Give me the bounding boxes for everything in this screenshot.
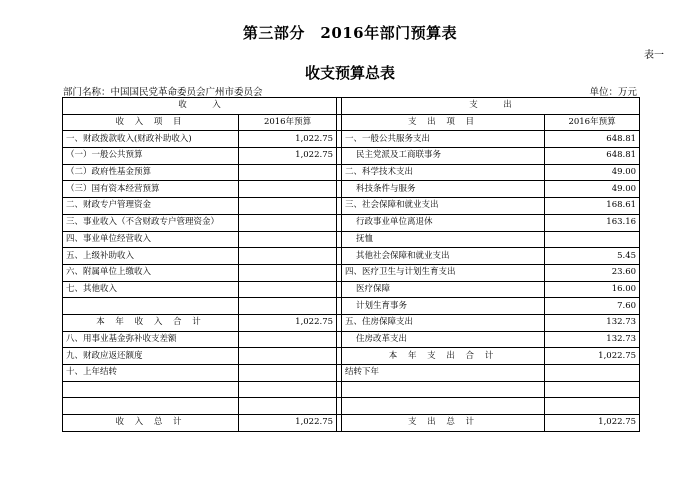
table-row bbox=[63, 348, 640, 365]
expense-value-cell bbox=[545, 231, 640, 248]
page-title: 第三部分 2016年部门预算表 bbox=[242, 24, 458, 42]
expense-item-cell: 抚恤 bbox=[342, 231, 545, 248]
expense-value-cell bbox=[545, 381, 640, 398]
income-item-cell: 四、事业单位经营收入 bbox=[63, 231, 239, 248]
income-value-cell bbox=[239, 281, 337, 298]
expense-value-cell: 1,022.75 bbox=[545, 348, 640, 365]
expense-value-cell: 648.81 bbox=[545, 131, 640, 148]
table-row bbox=[63, 381, 640, 398]
total-expense-value: 1,022.75 bbox=[545, 415, 640, 432]
expense-value-cell: 168.61 bbox=[545, 198, 640, 215]
income-value-cell: 1,022.75 bbox=[239, 148, 337, 165]
expense-item-cell: 本 年 支 出 合 计 bbox=[342, 348, 545, 365]
table-row bbox=[63, 131, 640, 148]
expense-value-cell: 49.00 bbox=[545, 164, 640, 181]
unit-label: 单位：万元 bbox=[589, 87, 637, 98]
expense-value-cell bbox=[545, 365, 640, 382]
income-item-cell bbox=[63, 298, 239, 315]
expense-item-cell: 医疗保障 bbox=[342, 281, 545, 298]
income-item-cell: 一、财政拨款收入(财政补助收入) bbox=[63, 131, 239, 148]
income-item-cell: 二、财政专户管理资金 bbox=[63, 198, 239, 215]
budget-table bbox=[62, 97, 640, 432]
expense-value-cell: 648.81 bbox=[545, 148, 640, 165]
table-row bbox=[63, 365, 640, 382]
income-item-cell bbox=[63, 381, 239, 398]
income-value-cell bbox=[239, 365, 337, 382]
income-item-cell: 九、财政应返还额度 bbox=[63, 348, 239, 365]
income-value-cell bbox=[239, 264, 337, 281]
table-number: 表一 bbox=[644, 50, 664, 61]
expense-item-cell: 住房改革支出 bbox=[342, 331, 545, 348]
income-value-cell bbox=[239, 398, 337, 415]
expense-value-cell: 5.45 bbox=[545, 248, 640, 265]
total-income-label: 收 入 总 计 bbox=[63, 415, 239, 432]
income-value-cell: 1,022.75 bbox=[239, 131, 337, 148]
expense-item-cell: 计划生育事务 bbox=[342, 298, 545, 315]
table-row bbox=[63, 198, 640, 215]
income-item-header: 收 入 项 目 bbox=[63, 114, 239, 131]
income-item-cell: 五、上级补助收入 bbox=[63, 248, 239, 265]
total-expense-label: 支 出 总 计 bbox=[342, 415, 545, 432]
total-income-value: 1,022.75 bbox=[239, 415, 337, 432]
section-header-row bbox=[63, 98, 640, 115]
table-row bbox=[63, 231, 640, 248]
table-row bbox=[63, 331, 640, 348]
expense-value-cell: 132.73 bbox=[545, 314, 640, 331]
expense-item-cell: 行政事业单位离退休 bbox=[342, 214, 545, 231]
expense-value-cell: 163.16 bbox=[545, 214, 640, 231]
table-row bbox=[63, 314, 640, 331]
expense-value-cell: 7.60 bbox=[545, 298, 640, 315]
income-item-cell: 十、上年结转 bbox=[63, 365, 239, 382]
income-value-cell bbox=[239, 231, 337, 248]
expense-value-cell: 49.00 bbox=[545, 181, 640, 198]
table-row bbox=[63, 281, 640, 298]
table-row bbox=[63, 164, 640, 181]
table-row bbox=[63, 148, 640, 165]
expense-item-cell: 五、住房保障支出 bbox=[342, 314, 545, 331]
table-title: 收支预算总表 bbox=[304, 64, 395, 82]
income-value-cell: 1,022.75 bbox=[239, 314, 337, 331]
expense-value-cell: 16.00 bbox=[545, 281, 640, 298]
expense-value-cell bbox=[545, 398, 640, 415]
table-row bbox=[63, 298, 640, 315]
expense-item-cell: 结转下年 bbox=[342, 365, 545, 382]
income-value-cell bbox=[239, 298, 337, 315]
expense-item-cell bbox=[342, 381, 545, 398]
expense-item-cell: 一、一般公共服务支出 bbox=[342, 131, 545, 148]
total-row bbox=[63, 415, 640, 432]
income-item-cell: （二）政府性基金预算 bbox=[63, 164, 239, 181]
expense-value-cell: 23.60 bbox=[545, 264, 640, 281]
income-section-header: 收 入 bbox=[63, 98, 337, 115]
expense-value-header: 2016年预算 bbox=[545, 114, 640, 131]
table-row bbox=[63, 248, 640, 265]
table-row bbox=[63, 398, 640, 415]
income-item-cell: （三）国有资本经营预算 bbox=[63, 181, 239, 198]
expense-item-cell bbox=[342, 398, 545, 415]
table-row bbox=[63, 264, 640, 281]
income-value-header: 2016年预算 bbox=[239, 114, 337, 131]
expense-item-header: 支 出 项 目 bbox=[342, 114, 545, 131]
expense-item-cell: 民主党派及工商联事务 bbox=[342, 148, 545, 165]
income-item-cell: 七、其他收入 bbox=[63, 281, 239, 298]
expense-item-cell: 四、医疗卫生与计划生育支出 bbox=[342, 264, 545, 281]
income-item-cell: 本 年 收 入 合 计 bbox=[63, 314, 239, 331]
income-value-cell bbox=[239, 248, 337, 265]
table-row bbox=[63, 181, 640, 198]
expense-value-cell: 132.73 bbox=[545, 331, 640, 348]
income-value-cell bbox=[239, 164, 337, 181]
income-item-cell: 六、附属单位上缴收入 bbox=[63, 264, 239, 281]
income-value-cell bbox=[239, 348, 337, 365]
expense-item-cell: 二、科学技术支出 bbox=[342, 164, 545, 181]
department-name: 部门名称：中国国民党革命委员会广州市委员会 bbox=[63, 87, 263, 98]
column-header-row bbox=[63, 114, 640, 131]
income-value-cell bbox=[239, 381, 337, 398]
income-value-cell bbox=[239, 198, 337, 215]
income-item-cell bbox=[63, 398, 239, 415]
income-item-cell: 三、事业收入（不含财政专户管理资金） bbox=[63, 214, 239, 231]
expense-section-header: 支 出 bbox=[342, 98, 640, 115]
income-value-cell bbox=[239, 331, 337, 348]
income-item-cell: 八、用事业基金弥补收支差额 bbox=[63, 331, 239, 348]
income-value-cell bbox=[239, 214, 337, 231]
income-value-cell bbox=[239, 181, 337, 198]
expense-item-cell: 三、社会保障和就业支出 bbox=[342, 198, 545, 215]
expense-item-cell: 科技条件与服务 bbox=[342, 181, 545, 198]
expense-item-cell: 其他社会保障和就业支出 bbox=[342, 248, 545, 265]
income-item-cell: （一）一般公共预算 bbox=[63, 148, 239, 165]
table-row bbox=[63, 214, 640, 231]
